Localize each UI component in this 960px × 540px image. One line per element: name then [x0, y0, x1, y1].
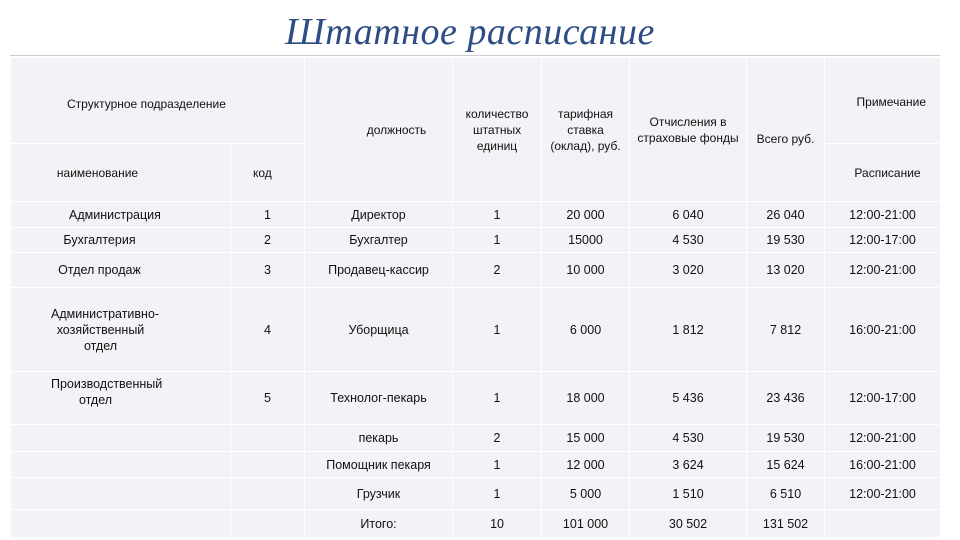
- insurance-cell: 6 040: [630, 202, 747, 228]
- table-row: [11, 202, 941, 228]
- total-cell: 7 812: [747, 288, 825, 372]
- position-cell: пекарь: [305, 425, 453, 452]
- header-tariff: тарифная ставка (оклад), руб.: [542, 58, 630, 202]
- count-cell: 1: [453, 288, 542, 372]
- code-cell: [231, 425, 305, 452]
- total-cell: 19 530: [747, 228, 825, 253]
- page-title: Штатное расписание: [285, 11, 655, 53]
- dept-cell: [11, 510, 231, 538]
- tariff-cell: 10 000: [542, 253, 630, 288]
- insurance-cell: 3 020: [630, 253, 747, 288]
- dept-cell: Отдел продаж: [11, 253, 231, 288]
- count-cell: 1: [453, 202, 542, 228]
- dept-cell: [11, 452, 231, 478]
- code-cell: [231, 478, 305, 510]
- totals-tariff: 101 000: [542, 510, 630, 538]
- header-row-1: [11, 58, 941, 144]
- code-cell: [231, 452, 305, 478]
- code-cell: 1: [231, 202, 305, 228]
- dept-cell: [11, 425, 231, 452]
- insurance-cell: 5 436: [630, 372, 747, 425]
- count-cell: 2: [453, 425, 542, 452]
- count-cell: 2: [453, 253, 542, 288]
- tariff-cell: 18 000: [542, 372, 630, 425]
- tariff-cell: 12 000: [542, 452, 630, 478]
- table-row: [11, 288, 941, 372]
- position-cell: Бухгалтер: [305, 228, 453, 253]
- header-staff-count: количество штатных единиц: [453, 58, 542, 202]
- position-cell: Технолог-пекарь: [305, 372, 453, 425]
- position-cell: Продавец-кассир: [305, 253, 453, 288]
- table-row: [11, 228, 941, 253]
- insurance-cell: 4 530: [630, 425, 747, 452]
- code-cell: 5: [231, 372, 305, 425]
- totals-total: 131 502: [747, 510, 825, 538]
- header-schedule: Расписание: [825, 144, 941, 202]
- dept-cell: Администрация: [11, 202, 231, 228]
- tariff-cell: 20 000: [542, 202, 630, 228]
- code-cell: 2: [231, 228, 305, 253]
- position-cell: Грузчик: [305, 478, 453, 510]
- position-cell: Директор: [305, 202, 453, 228]
- total-cell: 6 510: [747, 478, 825, 510]
- schedule-cell: 12:00-21:00: [825, 202, 941, 228]
- dept-cell: Административно-хозяйственный отдел: [11, 288, 231, 372]
- dept-cell: [11, 478, 231, 510]
- position-cell: Помощник пекаря: [305, 452, 453, 478]
- schedule-cell: 16:00-21:00: [825, 288, 941, 372]
- table-row: [11, 478, 941, 510]
- total-cell: 19 530: [747, 425, 825, 452]
- header-code: код: [231, 144, 305, 202]
- total-cell: 15 624: [747, 452, 825, 478]
- count-cell: 1: [453, 478, 542, 510]
- schedule-cell: 12:00-17:00: [825, 228, 941, 253]
- schedule-cell: [825, 510, 941, 538]
- schedule-cell: 12:00-17:00: [825, 372, 941, 425]
- schedule-cell: 12:00-21:00: [825, 253, 941, 288]
- schedule-cell: 12:00-21:00: [825, 425, 941, 452]
- count-cell: 1: [453, 372, 542, 425]
- code-cell: [231, 510, 305, 538]
- count-cell: 1: [453, 228, 542, 253]
- totals-insurance: 30 502: [630, 510, 747, 538]
- insurance-cell: 1 812: [630, 288, 747, 372]
- insurance-cell: 3 624: [630, 452, 747, 478]
- tariff-cell: 15 000: [542, 425, 630, 452]
- header-position: должность: [305, 58, 453, 202]
- table-row: [11, 452, 941, 478]
- header-insurance: Отчисления в страховые фонды: [630, 58, 747, 202]
- code-cell: 4: [231, 288, 305, 372]
- title-divider: [10, 55, 940, 56]
- schedule-cell: 16:00-21:00: [825, 452, 941, 478]
- dept-cell: Производственный отдел: [11, 372, 231, 425]
- totals-row: [11, 510, 941, 538]
- table-row: [11, 253, 941, 288]
- code-cell: 3: [231, 253, 305, 288]
- total-cell: 23 436: [747, 372, 825, 425]
- dept-cell: Бухгалтерия: [11, 228, 231, 253]
- position-cell: Уборщица: [305, 288, 453, 372]
- tariff-cell: 5 000: [542, 478, 630, 510]
- count-cell: 1: [453, 452, 542, 478]
- header-note: Примечание: [825, 58, 941, 144]
- tariff-cell: 6 000: [542, 288, 630, 372]
- insurance-cell: 4 530: [630, 228, 747, 253]
- staffing-table: [10, 57, 941, 538]
- table-row: [11, 372, 941, 425]
- totals-label: Итого:: [305, 510, 453, 538]
- header-structural-unit: Структурное подразделение: [11, 58, 305, 144]
- total-cell: 26 040: [747, 202, 825, 228]
- header-name: наименование: [11, 144, 231, 202]
- table-row: [11, 425, 941, 452]
- totals-count: 10: [453, 510, 542, 538]
- total-cell: 13 020: [747, 253, 825, 288]
- schedule-cell: 12:00-21:00: [825, 478, 941, 510]
- header-total: Всего руб.: [747, 58, 825, 202]
- insurance-cell: 1 510: [630, 478, 747, 510]
- tariff-cell: 15000: [542, 228, 630, 253]
